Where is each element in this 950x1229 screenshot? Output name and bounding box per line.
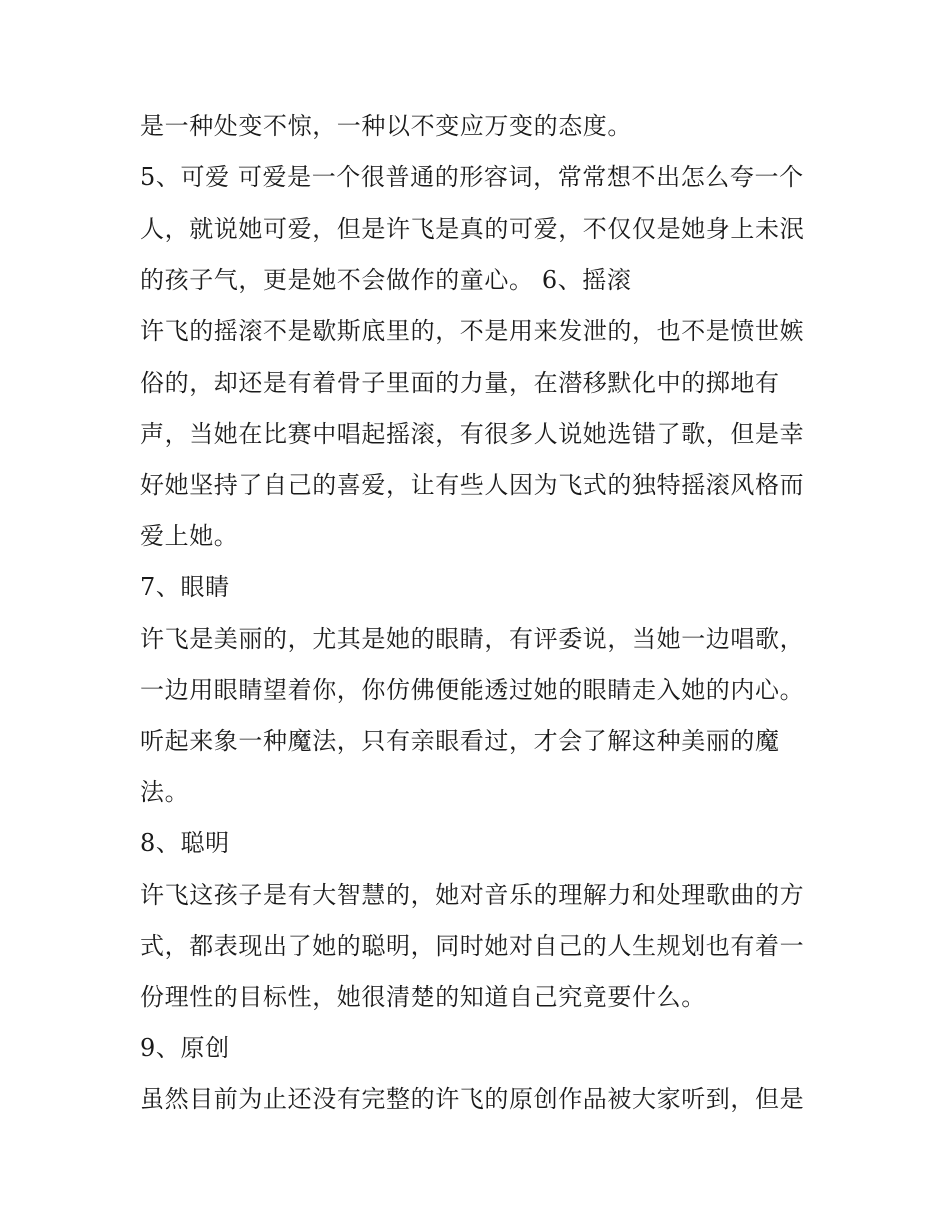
text-line: 许飞的摇滚不是歇斯底里的，不是用来发泄的，也不是愤世嫉 [140, 317, 805, 345]
text-line: 5、可爱 可爱是一个很普通的形容词，常常想不出怎么夸一个 [140, 163, 804, 191]
text-line: 虽然目前为止还没有完整的许飞的原创作品被大家听到，但是 [140, 1085, 805, 1113]
text-line: 人，就说她可爱，但是许飞是真的可爱，不仅仅是她身上未泯 [140, 215, 805, 243]
section-heading: 9、原创 [140, 1034, 230, 1062]
text-line: 法。 [140, 778, 190, 806]
text-line: 一边用眼睛望着你，你仿佛便能透过她的眼睛走入她的内心。 [140, 676, 805, 704]
text-line: 式，都表现出了她的聪明，同时她对自己的人生规划也有着一 [140, 932, 805, 960]
text-line: 好她坚持了自己的喜爱，让有些人因为飞式的独特摇滚风格而 [140, 471, 805, 499]
text-line: 爱上她。 [140, 522, 239, 550]
text-line: 份理性的目标性，她很清楚的知道自己究竟要什么。 [140, 983, 706, 1011]
text-line: 声，当她在比赛中唱起摇滚，有很多人说她选错了歌，但是幸 [140, 420, 805, 448]
text-line: 听起来象一种魔法，只有亲眼看过，才会了解这种美丽的魔 [140, 727, 780, 755]
section-heading: 7、眼睛 [140, 573, 230, 601]
text-line: 的孩子气，更是她不会做作的童心。 6、摇滚 [140, 266, 632, 294]
text-line: 俗的，却还是有着骨子里面的力量，在潜移默化中的掷地有 [140, 369, 780, 397]
section-heading: 8、聪明 [140, 829, 230, 857]
text-line: 许飞这孩子是有大智慧的，她对音乐的理解力和处理歌曲的方 [140, 881, 805, 909]
text-line: 许飞是美丽的，尤其是她的眼睛，有评委说，当她一边唱歌， [140, 625, 805, 653]
text-line: 是一种处变不惊，一种以不变应万变的态度。 [140, 112, 632, 140]
